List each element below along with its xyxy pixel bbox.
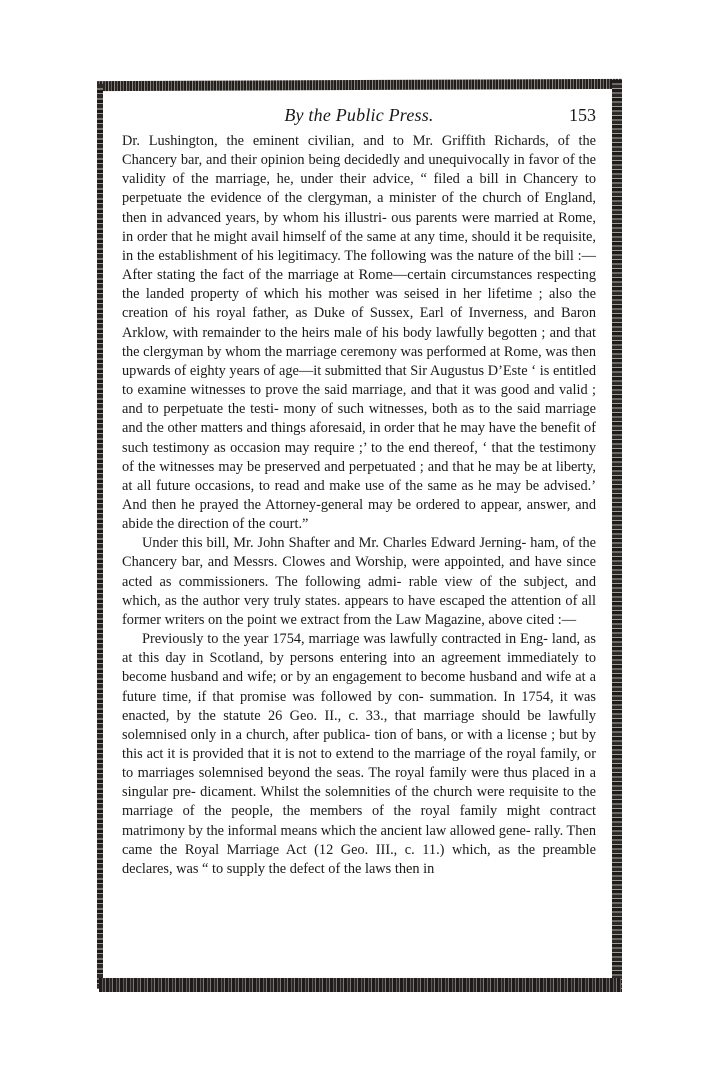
running-title: By the Public Press. (284, 105, 434, 125)
paragraph-3: Previously to the year 1754, marriage was lawfully contracted in Eng- land, as at this day in Scotland, by persons entering into an agreement immediately to become husband and wife; or by an engagement to become husband and wife at a future time, if that promise was followed by con- summation. In 1754, it was enacted, by the statute 26 Geo. II., c. 33., that marriage should be lawfully solemnised only in a church, after publica- tion of bans, or with a license ; but by this act it is provided that it is not to extend to the marriage of the royal family, or to marriages solemnised beyond the seas. The royal family were thus placed in a singular pre- dicament. Whilst the solemnities of the church were requisite to the marriage of the people, the members of the royal family might contract matrimony by the informal means which the ancient law allowed gene- rally. Then came the Royal Marriage Act (12 Geo. III., c. 11.) which, as the preamble declares, was “ to supply the defect of the laws then in (122, 631, 596, 877)
running-header (122, 100, 596, 132)
body-text (122, 132, 596, 879)
page-border-top (97, 79, 622, 91)
paragraph-2: Under this bill, Mr. John Shafter and Mr. Charles Edward Jerning- ham, of the Chancery bar, and Messrs. Clowes and Worship, were appointed, and have since acted as commissioners. The following admi- rable view of the subject, and which, as the author very truly states. appears to have escaped the attention of all former writers on the point we extract from the Law Magazine, above cited :— (122, 535, 596, 628)
paragraph-1: Dr. Lushington, the eminent civilian, and to Mr. Griffith Richards, of the Chancery bar, and their opinion being decidedly and unequivocally in favor of the validity of the marriage, he, under their advice, “ filed a bill in Chancery to perpetuate the evidence of the clergyman, a minister of the church of England, then in advanced years, by whom his illustri- ous parents were married at Rome, in order that he might avail himself of the same at any time, should it be requisite, in the establishment of his legitimacy. The following was the nature of the bill :—After stating the fact of the marriage at Rome—certain circumstances respecting the landed property of which his mother was seised in her lifetime ; also the creation of his royal father, as Duke of Sussex, Earl of Inverness, and Baron Arklow, with remainder to the heirs male of his body lawfully begotten ; and that the clergyman by whom the marriage ceremony was performed at Rome, was then upwards of eighty years of age—it submitted that Sir Augustus D’Este ‘ is entitled to examine witnesses to prove the said marriage, and that it was good and valid ; and to perpetuate the testi- mony of such witnesses, both as to the said marriage and the other matters and things aforesaid, in order that he may have the benefit of such testimony as occasion may require ;’ to the end thereof, ‘ that the testimony of the witnesses may be preserved and perpetuated ; and that he may be at liberty, at all future occasions, to read and make use of the same as he may be advised.’ And then he prayed the Attorney-general may be ordered to appear, answer, and abide the direction of the court.” (122, 133, 596, 533)
page-number: 153 (569, 105, 596, 125)
page-border-left (97, 84, 103, 989)
book-page (122, 100, 596, 879)
page-border-right (612, 80, 622, 992)
page-border-bottom (99, 978, 621, 992)
